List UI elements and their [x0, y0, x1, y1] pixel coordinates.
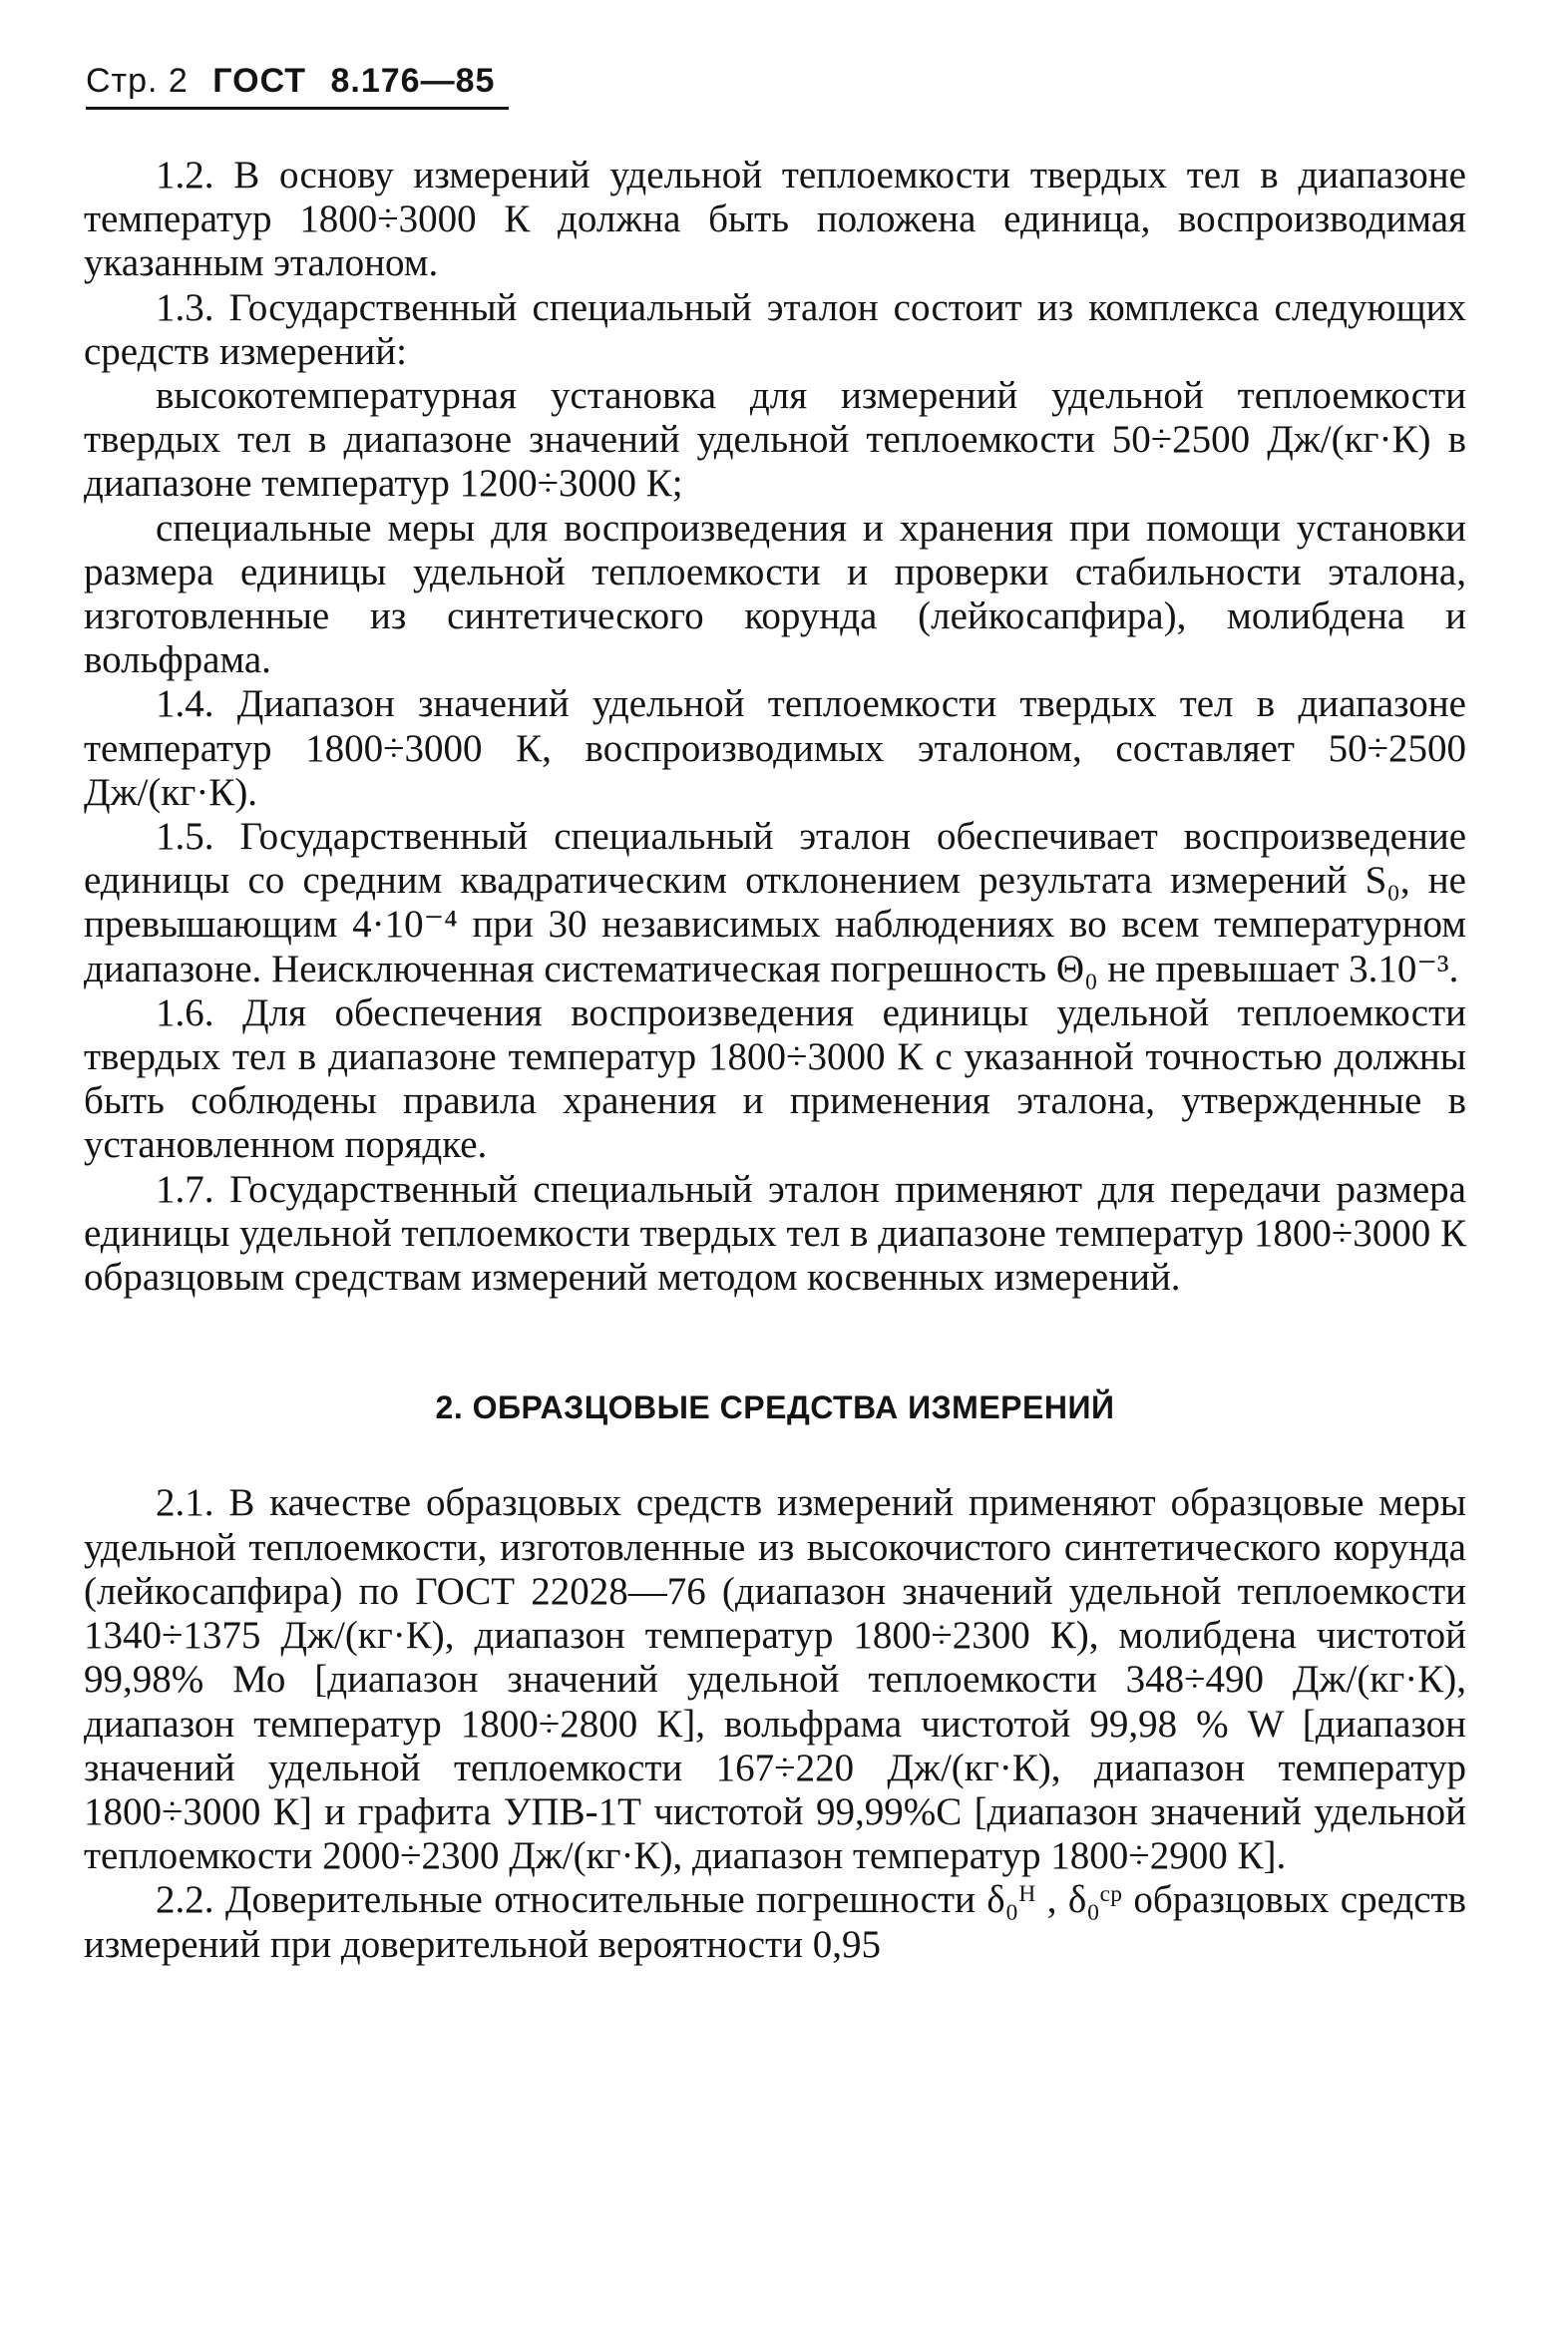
page-header — [86, 62, 509, 110]
paragraph-1-6: 1.6. Для обеспечения воспроизведения единицы удельной теплоемкости твердых тел в диапазоне температур 1800÷3000 К с указанной точностью должны быть соблюдены правила хранения и применения эталона, утвержденные в установленном порядке. — [84, 990, 1466, 1167]
paragraph-2-2: 2.2. Доверительные относительные погрешности δ₀ᴴ , δ₀ᶜᵖ образцовых средств измерений при доверительной вероятности 0,95 — [84, 1878, 1466, 1966]
doc-number: 8.176—85 — [330, 62, 496, 100]
paragraph-1-3-item-measures: специальные меры для воспроизведения и хранения при помощи установки размера единицы удельной теплоемкости и проверки стабильности эталона, изготовленные из синтетического корунда (лейкосапфира), молибдена и вольфрама. — [84, 506, 1466, 682]
section-2-body — [84, 1481, 1466, 1966]
page-number: Стр. 2 — [86, 62, 189, 100]
document-page — [84, 62, 1466, 1967]
paragraph-1-3-item-installation: высокотемпературная установка для измерений удельной теплоемкости твердых тел в диапазоне значений удельной теплоемкости 50÷2500 Дж/(кг·К) в диапазоне температур 1200÷3000 К; — [84, 374, 1466, 506]
paragraph-1-3: 1.3. Государственный специальный эталон состоит из комплекса следующих средств измерений: — [84, 285, 1466, 373]
section-1-body — [84, 154, 1466, 1300]
paragraph-1-5: 1.5. Государственный специальный эталон обеспечивает воспроизведение единицы со средним квадратическим отклонением результата измерений S₀, не превышающим 4·10⁻⁴ при 30 независимых наблюдениях во всем температурном диапазоне. Неисключенная систематическая погрешность Θ₀ не превышает 3.10⁻³. — [84, 815, 1466, 990]
section-2-title: 2. ОБРАЗЦОВЫЕ СРЕДСТВА ИЗМЕРЕНИЙ — [435, 1389, 1115, 1426]
paragraph-2-1: 2.1. В качестве образцовых средств измерений применяют образцовые меры удельной теплоемкости, изготовленные из высокочистого синтетического корунда (лейкосапфира) по ГОСТ 22028—76 (диапазон значений удельной теплоемкости 1340÷1375 Дж/(кг·К), диапазон температур 1800÷2300 К), молибдена чистотой 99,98% Мо [диапазон значений удельной теплоемкости 348÷490 Дж/(кг·К), диапазон температур 1800÷2800 К], вольфрама чистотой 99,98 % W [диапазон значений удельной теплоемкости 167÷220 Дж/(кг·К), диапазон температур 1800÷3000 К] и графита УПВ-1Т чистотой 99,99%С [диапазон значений удельной теплоемкости 2000÷2300 Дж/(кг·К), диапазон температур 1800÷2900 К]. — [84, 1481, 1466, 1878]
paragraph-1-4: 1.4. Диапазон значений удельной теплоемкости твердых тел в диапазоне температур 1800÷3000 К, воспроизводимых эталоном, составляет 50÷2500 Дж/(кг·К). — [84, 682, 1466, 814]
doc-type: ГОСТ — [212, 62, 307, 100]
paragraph-1-7: 1.7. Государственный специальный эталон применяют для передачи размера единицы удельной теплоемкости твердых тел в диапазоне температур 1800÷3000 К образцовым средствам измерений методом косвенных измерений. — [84, 1167, 1466, 1300]
paragraph-1-2: 1.2. В основу измерений удельной теплоемкости твердых тел в диапазоне температур 1800÷3000 К должна быть положена единица, воспроизводимая указанным эталоном. — [84, 154, 1466, 285]
